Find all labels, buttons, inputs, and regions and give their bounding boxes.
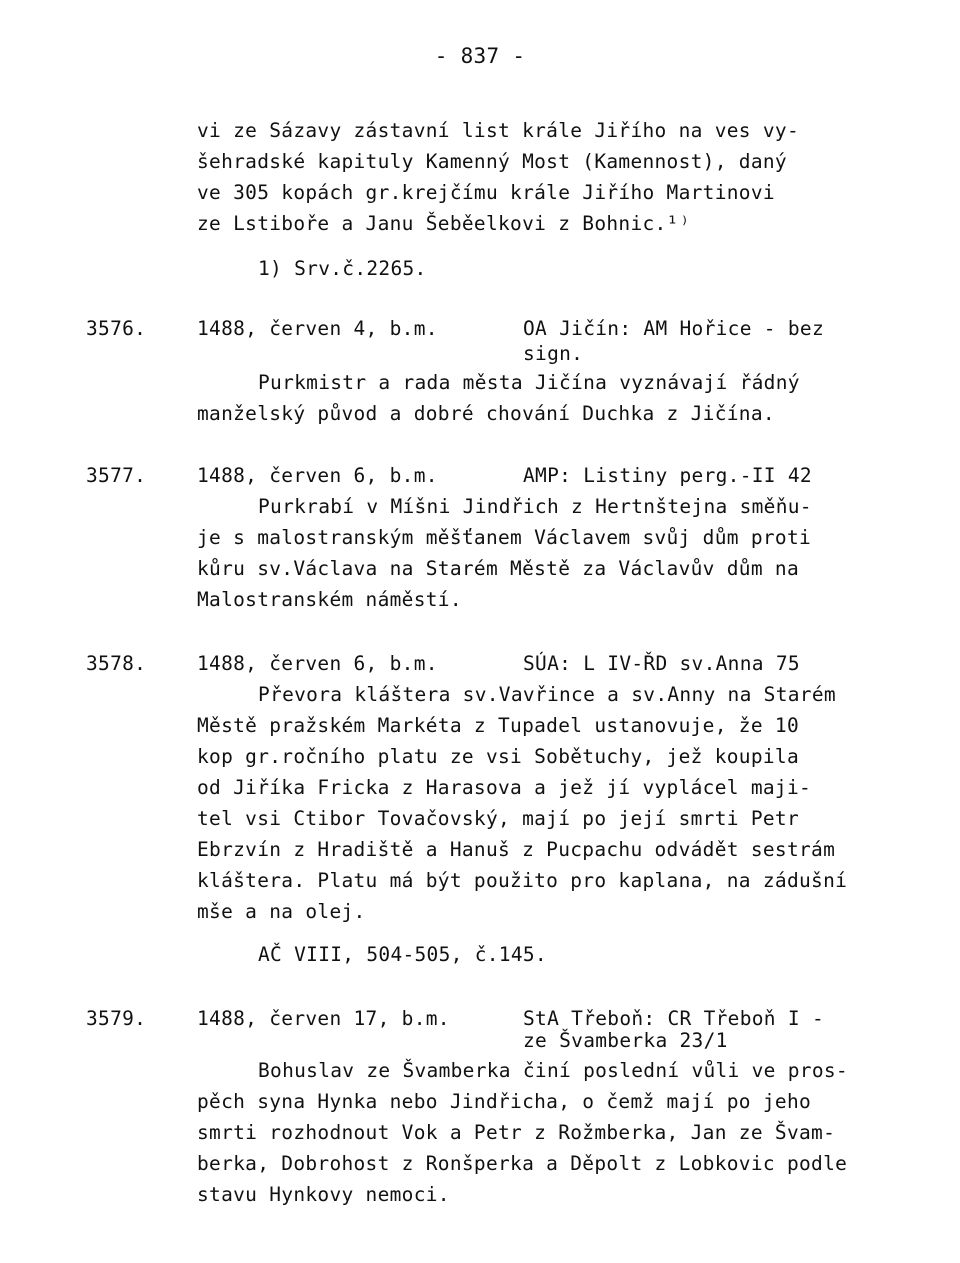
text-line: kůru sv.Václava na Starém Městě za Václavův dům na: [197, 557, 799, 580]
text-line: šehradské kapituly Kamenný Most (Kamennost), daný: [197, 150, 787, 173]
text-line: berka, Dobrohost z Ronšperka a Děpolt z Lobkovic podle: [197, 1152, 848, 1175]
text-line: kláštera. Platu má být použito pro kaplana, na zádušní: [197, 869, 848, 892]
footnote: 1) Srv.č.2265.: [258, 257, 427, 280]
text-line: Ebrzvín z Hradiště a Hanuš z Pucpachu odvádět sestrám: [197, 838, 836, 861]
entry-number: 3578.: [86, 652, 147, 675]
entry-number: 3577.: [86, 464, 147, 487]
text-line: mše a na olej.: [197, 900, 366, 923]
text-line: Převora kláštera sv.Vavřince a sv.Anny na Starém: [258, 683, 836, 706]
text-line: manželský původ a dobré chování Duchka z Jičína.: [197, 402, 775, 425]
text-line: Městě pražském Markéta z Tupadel ustanovuje, že 10: [197, 714, 799, 737]
text-line: ze Lstiboře a Janu Šeběelkovi z Bohnic.¹⁾: [197, 212, 691, 235]
text-line: stavu Hynkovy nemoci.: [197, 1183, 450, 1206]
text-line: je s malostranským měšťanem Václavem svůj dům proti: [197, 526, 812, 549]
entry-date: 1488, červen 6, b.m.: [197, 464, 438, 487]
text-line: Purkrabí v Míšni Jindřich z Hertnštejna směňu-: [258, 495, 812, 518]
page-number: - 837 -: [434, 44, 526, 68]
text-line: od Jiříka Fricka z Harasova a jež jí vyplácel maji-: [197, 776, 812, 799]
entry-date: 1488, červen 17, b.m.: [197, 1007, 450, 1030]
text-line: Malostranském náměstí.: [197, 588, 462, 611]
entry-date: 1488, červen 4, b.m.: [197, 317, 438, 340]
entry-source: OA Jičín: AM Hořice - bez: [523, 317, 824, 340]
entry-reference: AČ VIII, 504-505, č.145.: [258, 943, 547, 966]
entry-date: 1488, červen 6, b.m.: [197, 652, 438, 675]
text-line: smrti rozhodnout Vok a Petr z Rožmberka, Jan ze Švam-: [197, 1121, 836, 1144]
entry-source: SÚA: L IV-ŘD sv.Anna 75: [523, 652, 800, 675]
text-line: ve 305 kopách gr.krejčímu krále Jiřího Martinovi: [197, 181, 775, 204]
text-line: Purkmistr a rada města Jičína vyznávají řádný: [258, 371, 800, 394]
text-line: tel vsi Ctibor Tovačovský, mají po její smrti Petr: [197, 807, 799, 830]
text-line: kop gr.ročního platu ze vsi Sobětuchy, jež koupila: [197, 745, 799, 768]
entry-source: StA Třeboň: CR Třeboň I -: [523, 1007, 824, 1030]
text-line: vi ze Sázavy zástavní list krále Jiřího na ves vy-: [197, 119, 799, 142]
entry-number: 3579.: [86, 1007, 147, 1030]
entry-source: ze Švamberka 23/1: [523, 1029, 728, 1052]
text-line: Bohuslav ze Švamberka činí poslední vůli ve pros-: [258, 1059, 848, 1082]
text-line: pěch syna Hynka nebo Jindřicha, o čemž mají po jeho: [197, 1090, 812, 1113]
entry-number: 3576.: [86, 317, 147, 340]
entry-source: AMP: Listiny perg.-II 42: [523, 464, 812, 487]
entry-source: sign.: [523, 342, 584, 365]
